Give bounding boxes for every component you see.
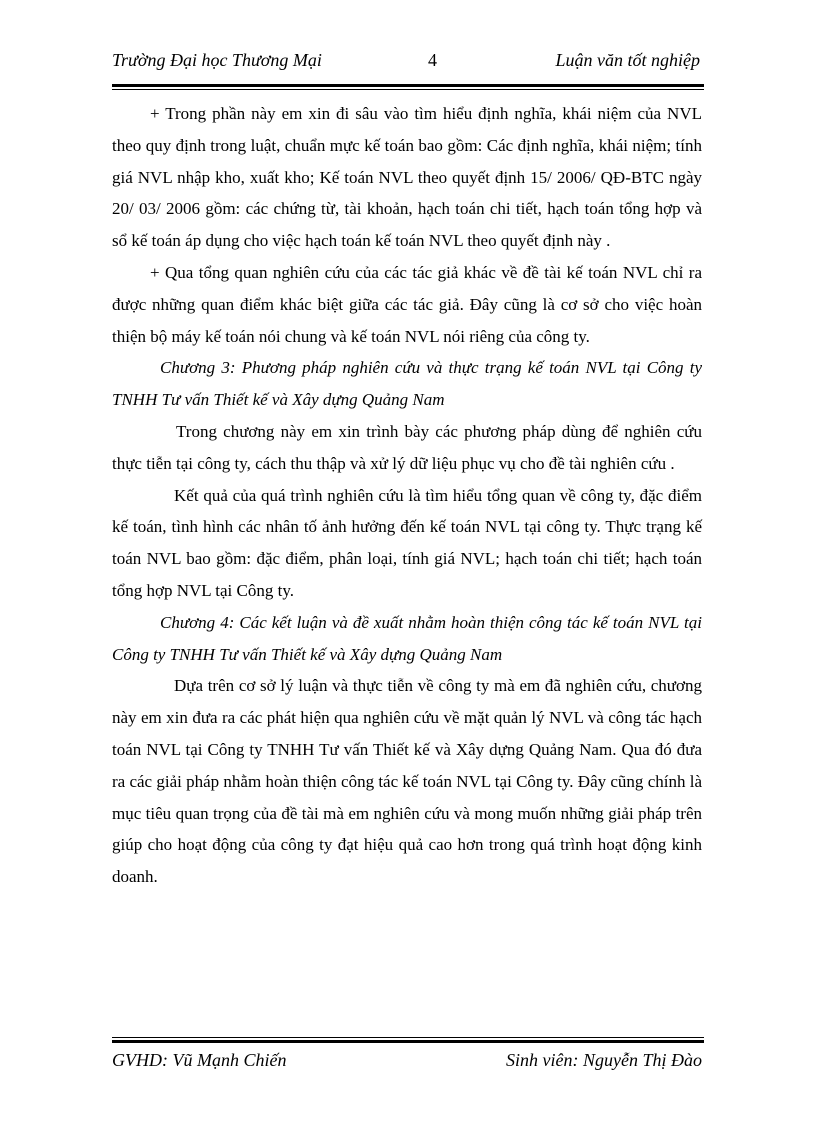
footer-advisor: GVHD: Vũ Mạnh Chiến	[112, 1050, 287, 1070]
paragraph-literature-review: + Qua tổng quan nghiên cứu của các tác giả khác về đề tài kế toán NVL chỉ ra được những quan điểm khác biệt giữa các tác giả. Đây cũng là cơ sở cho việc hoàn thiện bộ máy kế toán nói chung và kế toán NVL nói riêng của công ty.	[112, 262, 702, 346]
paragraph-methods: Trong chương này em xin trình bày các phương pháp dùng để nghiên cứu thực tiễn tại công ty, cách thu thập và xử lý dữ liệu phục vụ cho đề tài nghiên cứu .	[112, 421, 702, 473]
paragraph-definitions: + Trong phần này em xin đi sâu vào tìm hiểu định nghĩa, khái niệm của NVL theo quy định trong luật, chuẩn mực kế toán bao gồm: Các định nghĩa, khái niệm; tính giá NVL nhập kho, xuất kho; Kế toán NVL theo quyết định 15/ 2006/ QĐ-BTC ngày 20/ 03/ 2006 gồm: các chứng từ, tài khoản, hạch toán chi tiết, hạch toán tổng hợp và sổ kế toán áp dụng cho việc hạch toán kế toán NVL theo quyết định này .	[112, 104, 702, 251]
paragraph-proposals: Dựa trên cơ sở lý luận và thực tiễn về công ty mà em đã nghiên cứu, chương này em xin đưa ra các phát hiện qua nghiên cứu về mặt quản lý NVL và công tác hạch toán NVL tại Công ty TNHH Tư vấn Thiết kế và Xây dựng Quảng Nam. Qua đó đưa ra các giải pháp nhằm hoàn thiện công tác kế toán NVL tại Công ty. Đây cũng chính là mục tiêu quan trọng của đề tài mà em nghiên cứu và mong muốn những giải pháp trên giúp cho hoạt động của công ty đạt hiệu quả cao hơn trong quá trình hoạt động kinh doanh.	[112, 676, 702, 887]
chapter-4-heading: Chương 4: Các kết luận và đề xuất nhằm hoàn thiện công tác kế toán NVL tại Công ty TNHH Tư vấn Thiết kế và Xây dựng Quảng Nam	[112, 612, 702, 664]
chapter-3-heading: Chương 3: Phương pháp nghiên cứu và thực trạng kế toán NVL tại Công ty TNHH Tư vấn Thiết kế và Xây dựng Quảng Nam	[112, 358, 702, 410]
header-rule-thin	[112, 89, 704, 90]
header-school-name: Trường Đại học Thương Mại	[112, 50, 322, 70]
page-header	[112, 50, 702, 80]
header-rule-thick	[112, 84, 704, 87]
footer-rule-thin	[112, 1037, 704, 1038]
document-body	[112, 98, 702, 893]
footer-student: Sinh viên: Nguyễn Thị Đào	[506, 1050, 702, 1070]
header-document-type: Luận văn tốt nghiệp	[555, 50, 700, 70]
paragraph-findings: Kết quả của quá trình nghiên cứu là tìm hiểu tổng quan về công ty, đặc điểm kế toán, tình hình các nhân tố ảnh hưởng đến kế toán NVL tại công ty. Thực trạng kế toán NVL bao gồm: đặc điểm, phân loại, tính giá NVL; hạch toán chi tiết; hạch toán tổng hợp NVL tại Công ty.	[112, 485, 702, 600]
footer-rule-thick	[112, 1040, 704, 1043]
page-footer	[112, 1050, 704, 1080]
page-number: 4	[428, 50, 437, 70]
